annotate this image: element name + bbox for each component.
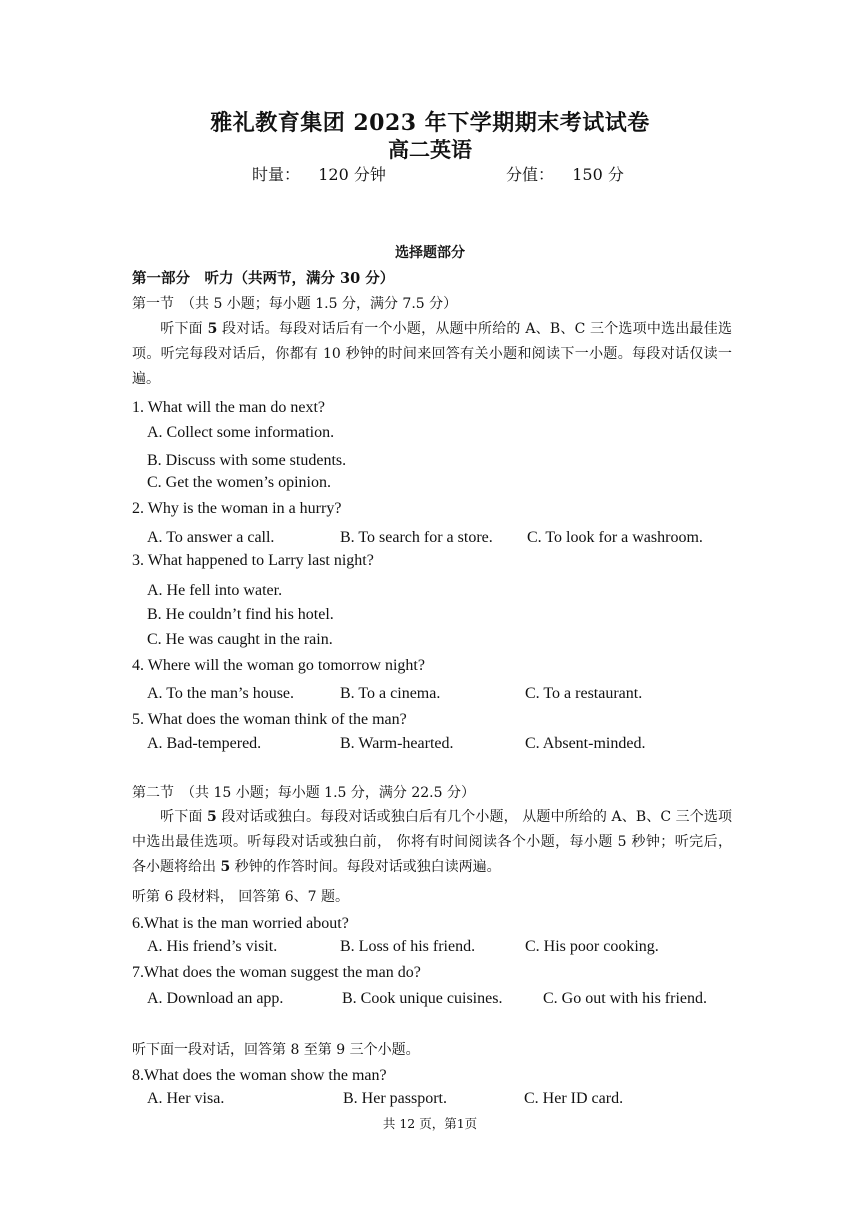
q3-option-b: B. He couldn’t find his hotel.	[147, 606, 334, 623]
q5-option-a: A. Bad-tempered.	[147, 735, 262, 752]
time-label: 时量：	[252, 165, 301, 184]
section2-instructions: 听下面 5 段对话或独白。每段对话或独白后有几个小题， 从题中所给的 A、B、C 三个选项中选出最佳选项。听每段对话或独白前， 你将有时间阅读各个小题，每小题 5 秒钟；听完后， 各小题将给出 5 秒钟的作答时间。每段对话或独白读两遍。	[132, 809, 732, 875]
q6-option-a: A. His friend’s visit.	[147, 938, 278, 955]
q7-option-c: C. Go out with his friend.	[543, 990, 707, 1007]
q8-option-a: A. Her visa.	[147, 1090, 225, 1107]
q8-option-b: B. Her passport.	[343, 1090, 447, 1107]
q1-option-a: A. Collect some information.	[147, 424, 335, 441]
question-1: 1. What will the man do next?	[132, 399, 325, 416]
q4-option-c: C. To a restaurant.	[525, 685, 643, 702]
question-2: 2. Why is the woman in a hurry?	[132, 500, 342, 517]
score-label: 分值：	[506, 165, 555, 184]
group2-intro: 听下面一段对话，回答第 8 至第 9 三个小题。	[132, 1042, 420, 1058]
q1-option-c: C. Get the women’s opinion.	[147, 474, 331, 491]
q2-option-a: A. To answer a call.	[147, 529, 275, 546]
score-value: 150 分	[572, 165, 624, 184]
q7-option-a: A. Download an app.	[147, 990, 284, 1007]
q3-option-c: C. He was caught in the rain.	[147, 631, 333, 648]
q4-option-a: A. To the man’s house.	[147, 685, 295, 702]
q5-option-b: B. Warm-hearted.	[340, 735, 454, 752]
score-info	[506, 162, 624, 185]
q1-option-b: B. Discuss with some students.	[147, 452, 347, 469]
section1-instructions: 听下面 5 段对话。每段对话后有一个小题，从题中所给的 A、B、C 三个选项中选出最佳选项。听完每段对话后，你都有 10 秒钟的时间来回答有关小题和阅读下一小题。每段对话仅读一遍。	[132, 321, 732, 387]
section-heading: 选择题部分	[395, 245, 465, 261]
q4-option-b: B. To a cinema.	[340, 685, 441, 702]
section2-title: 第二节 （共 15 小题；每小题 1.5 分，满分 22.5 分）	[132, 785, 475, 801]
group1-intro: 听第 6 段材料， 回答第 6、7 题。	[132, 889, 349, 905]
q6-option-b: B. Loss of his friend.	[340, 938, 476, 955]
time-value: 120 分钟	[318, 165, 386, 184]
section1-title: 第一节 （共 5 小题；每小题 1.5 分，满分 7.5 分）	[132, 296, 458, 312]
question-5: 5. What does the woman think of the man?	[132, 711, 407, 728]
part1-title: 第一部分 听力（共两节，满分 30 分）	[132, 270, 395, 287]
page-footer: 共 12 页，第1页	[382, 1116, 478, 1131]
q6-option-c: C. His poor cooking.	[525, 938, 659, 955]
question-7: 7.What does the woman suggest the man do?	[132, 964, 421, 981]
q7-option-b: B. Cook unique cuisines.	[342, 990, 503, 1007]
question-8: 8.What does the woman show the man?	[132, 1067, 387, 1084]
q2-option-c: C. To look for a washroom.	[527, 529, 703, 546]
time-info	[252, 162, 386, 185]
q8-option-c: C. Her ID card.	[524, 1090, 624, 1107]
q2-option-b: B. To search for a store.	[340, 529, 493, 546]
question-3: 3. What happened to Larry last night?	[132, 552, 374, 569]
exam-title: 雅礼教育集团 2023 年下学期期末考试试卷	[210, 110, 650, 136]
question-4: 4. Where will the woman go tomorrow night?	[132, 657, 425, 674]
exam-subtitle: 高二英语	[388, 137, 472, 162]
q5-option-c: C. Absent-minded.	[525, 735, 646, 752]
q3-option-a: A. He fell into water.	[147, 582, 283, 599]
question-6: 6.What is the man worried about?	[132, 915, 349, 932]
